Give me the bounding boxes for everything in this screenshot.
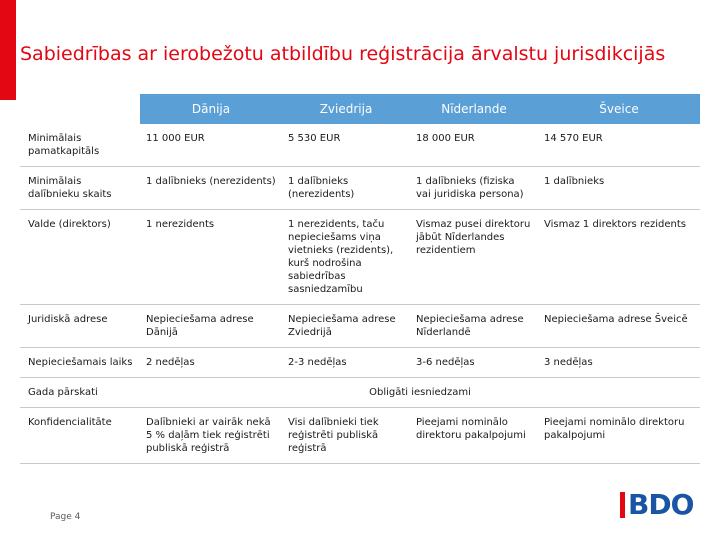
table-cell: 1 nerezidents: [140, 210, 282, 305]
table-cell: Nepieciešama adrese Zviedrijā: [282, 305, 410, 348]
header-row: [20, 94, 700, 124]
accent-bar: [0, 0, 16, 100]
logo-text: BDO: [628, 488, 694, 521]
bdo-logo: [620, 488, 710, 522]
table-cell: 2-3 nedēļas: [282, 348, 410, 378]
table-row: [20, 124, 700, 167]
merged-cell: Obligāti iesniedzami: [140, 378, 700, 408]
table-cell: 5 530 EUR: [282, 124, 410, 167]
table-cell: 3 nedēļas: [538, 348, 700, 378]
row-label: Minimālais dalībnieku skaits: [20, 167, 140, 210]
table-cell: 2 nedēļas: [140, 348, 282, 378]
table-cell: Nepieciešama adrese Nīderlandē: [410, 305, 538, 348]
table-row-annual-reports: [20, 378, 700, 408]
row-label: Konfidencialitāte: [20, 408, 140, 464]
column-header-switzerland: Šveice: [538, 94, 700, 124]
slide-title: Sabiedrības ar ierobežotu atbildību reģistrācija ārvalstu jurisdikcijās: [20, 43, 666, 65]
page-number: Page 4: [50, 512, 81, 522]
table-cell: Pieejami nominālo direktoru pakalpojumi: [538, 408, 700, 464]
row-label: Juridiskā adrese: [20, 305, 140, 348]
table-cell: Vismaz pusei direktoru jābūt Nīderlandes rezidentiem: [410, 210, 538, 305]
comparison-table: [20, 94, 700, 464]
table-cell: Dalībnieki ar vairāk nekā 5 % daļām tiek reģistrēti publiskā reģistrā: [140, 408, 282, 464]
table-row: [20, 305, 700, 348]
table-cell: 11 000 EUR: [140, 124, 282, 167]
table-cell: 18 000 EUR: [410, 124, 538, 167]
table-cell: 1 nerezidents, taču nepieciešams viņa vietnieks (rezidents), kurš nodrošina sabiedrības sasniedzamību: [282, 210, 410, 305]
table-cell: Nepieciešama adrese Šveicē: [538, 305, 700, 348]
row-label: Nepieciešamais laiks: [20, 348, 140, 378]
table-cell: 3-6 nedēļas: [410, 348, 538, 378]
table-cell: 1 dalībnieks (nerezidents): [282, 167, 410, 210]
table-cell: 14 570 EUR: [538, 124, 700, 167]
table-row: [20, 348, 700, 378]
table-cell: Nepieciešama adrese Dānijā: [140, 305, 282, 348]
table-row-confidentiality: [20, 408, 700, 464]
row-label: Minimālais pamatkapitāls: [20, 124, 140, 167]
table-cell: 1 dalībnieks: [538, 167, 700, 210]
corner-cell: [20, 94, 140, 124]
row-label: Gada pārskati: [20, 378, 140, 408]
column-header-denmark: Dānija: [140, 94, 282, 124]
table-cell: 1 dalībnieks (nerezidents): [140, 167, 282, 210]
table-cell: Visi dalībnieki tiek reģistrēti publiskā reģistrā: [282, 408, 410, 464]
column-header-sweden: Zviedrija: [282, 94, 410, 124]
table-cell: 1 dalībnieks (fiziska vai juridiska persona): [410, 167, 538, 210]
table-cell: Pieejami nominālo direktoru pakalpojumi: [410, 408, 538, 464]
column-header-netherlands: Nīderlande: [410, 94, 538, 124]
table-row: [20, 210, 700, 305]
row-label: Valde (direktors): [20, 210, 140, 305]
logo-bar-icon: [620, 492, 625, 518]
table-row: [20, 167, 700, 210]
table-cell: Vismaz 1 direktors rezidents: [538, 210, 700, 305]
